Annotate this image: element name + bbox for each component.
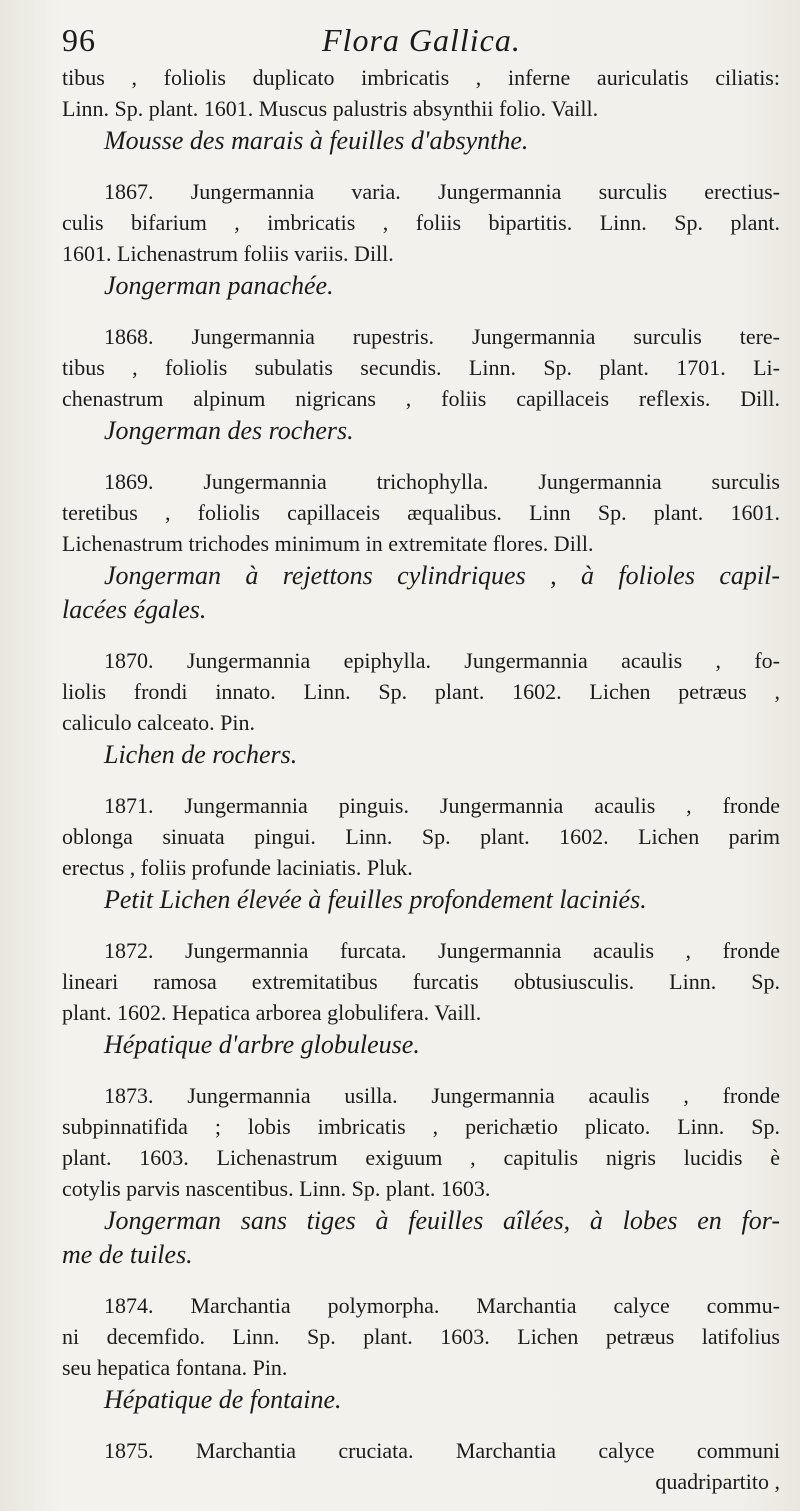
- text-line: 1601. Lichenastrum foliis variis. Dill.: [62, 241, 394, 266]
- entry-1869: 1869. Jungermannia trichophylla. Jungermannia surculis: [104, 469, 780, 494]
- french-name: Lichen de rochers.: [104, 740, 298, 769]
- text-line: chenastrum alpinum nigricans , foliis capillaceis reflexis. Dill.: [62, 386, 780, 411]
- french-name-continued: lacées égales.: [62, 595, 207, 624]
- french-name: Jongerman à rejettons cylindriques , à folioles capil-: [104, 561, 780, 590]
- french-name-continued: me de tuiles.: [62, 1240, 193, 1269]
- text-line: seu hepatica fontana. Pin.: [62, 1355, 288, 1380]
- french-name: Jongerman panachée.: [104, 271, 334, 300]
- text-line: tibus , foliolis subulatis secundis. Linn. Sp. plant. 1701. Li-: [62, 355, 780, 380]
- entry-1870: 1870. Jungermannia epiphylla. Jungermannia acaulis , fo-: [104, 648, 780, 673]
- french-name: Hépatique d'arbre globuleuse.: [104, 1030, 420, 1059]
- entry-1874: 1874. Marchantia polymorpha. Marchantia calyce commu-: [104, 1293, 780, 1318]
- text-line: plant. 1603. Lichenastrum exiguum , capitulis nigris lucidis è: [62, 1145, 780, 1170]
- entry-1867: 1867. Jungermannia varia. Jungermannia surculis erectius-: [104, 179, 780, 204]
- text-line: Lichenastrum trichodes minimum in extremitate flores. Dill.: [62, 531, 594, 556]
- text-line: liolis frondi innato. Linn. Sp. plant. 1602. Lichen petræus ,: [62, 679, 780, 704]
- entry-1872: 1872. Jungermannia furcata. Jungermannia acaulis , fronde: [104, 938, 780, 963]
- running-title: Flora Gallica.: [322, 22, 521, 58]
- text-line: plant. 1602. Hepatica arborea globulifera. Vaill.: [62, 1000, 482, 1025]
- entry-1875: 1875. Marchantia cruciata. Marchantia calyce communi: [104, 1438, 780, 1463]
- text-line: erectus , foliis profunde laciniatis. Pluk.: [62, 855, 413, 880]
- page-number: 96: [62, 22, 96, 58]
- text-line: teretibus , foliolis capillaceis æqualibus. Linn Sp. plant. 1601.: [62, 500, 780, 525]
- text-line: Linn. Sp. plant. 1601. Muscus palustris absynthii folio. Vaill.: [62, 96, 599, 121]
- text-line: cotylis parvis nascentibus. Linn. Sp. plant. 1603.: [62, 1176, 491, 1201]
- french-name: Mousse des marais à feuilles d'absynthe.: [104, 126, 529, 155]
- text-line: subpinnatifida ; lobis imbricatis , perichætio plicato. Linn. Sp.: [62, 1114, 780, 1139]
- text-line: quadripartito ,: [655, 1469, 780, 1494]
- text-line: oblonga sinuata pingui. Linn. Sp. plant. 1602. Lichen parim: [62, 824, 780, 849]
- page-header: [62, 22, 778, 62]
- french-name: Jongerman des rochers.: [104, 416, 354, 445]
- entry-1871: 1871. Jungermannia pinguis. Jungermannia acaulis , fronde: [104, 793, 780, 818]
- french-name: Hépatique de fontaine.: [104, 1385, 342, 1414]
- text-line: tibus , foliolis duplicato imbricatis , inferne auriculatis ciliatis:: [62, 65, 780, 90]
- text-line: lineari ramosa extremitatibus furcatis obtusiusculis. Linn. Sp.: [62, 969, 780, 994]
- french-name: Jongerman sans tiges à feuilles aîlées, à lobes en for-: [104, 1206, 780, 1235]
- entry-1873: 1873. Jungermannia usilla. Jungermannia acaulis , fronde: [104, 1083, 780, 1108]
- text-line: culis bifarium , imbricatis , foliis bipartitis. Linn. Sp. plant.: [62, 210, 780, 235]
- text-line: ni decemfido. Linn. Sp. plant. 1603. Lichen petræus latifolius: [62, 1324, 780, 1349]
- french-name: Petit Lichen élevée à feuilles profondement laciniés.: [104, 885, 647, 914]
- text-line: caliculo calceato. Pin.: [62, 710, 256, 735]
- entry-1868: 1868. Jungermannia rupestris. Jungermannia surculis tere-: [104, 324, 780, 349]
